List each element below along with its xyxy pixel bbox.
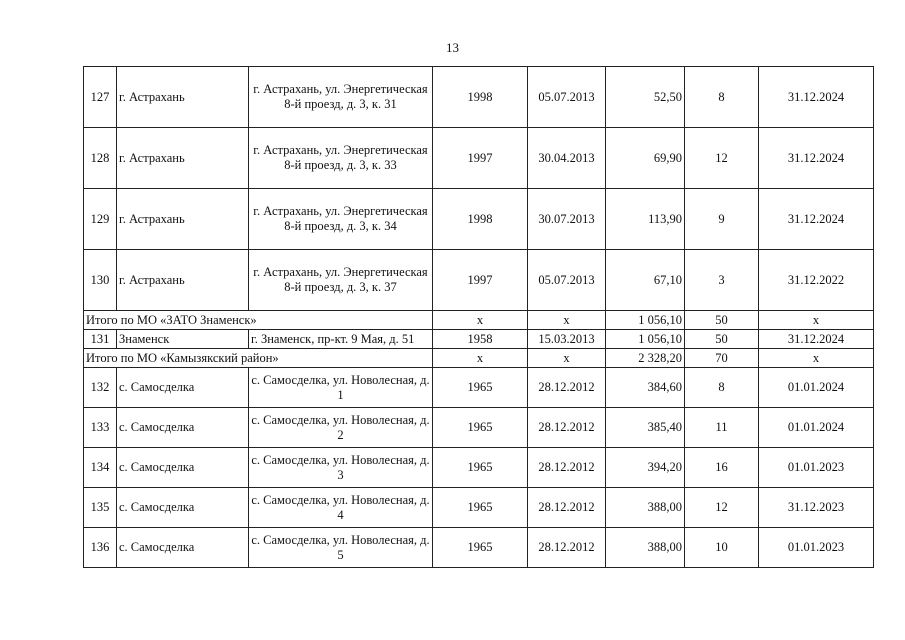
row-number: 135	[84, 488, 117, 528]
table-row	[84, 488, 874, 528]
subtotal-row	[84, 349, 874, 368]
row-number: 132	[84, 368, 117, 408]
locality-cell: с. Самосделка	[117, 368, 249, 408]
year-cell: 1965	[433, 408, 528, 448]
year-cell: 1965	[433, 448, 528, 488]
row-number: 129	[84, 189, 117, 250]
housing-registry-table	[83, 66, 874, 568]
address-cell: г. Знаменск, пр-кт. 9 Мая, д. 51	[249, 330, 433, 349]
area-cell: 113,90	[606, 189, 685, 250]
date-cell: 15.03.2013	[528, 330, 606, 349]
locality-cell: г. Астрахань	[117, 189, 249, 250]
date-cell: 05.07.2013	[528, 67, 606, 128]
row-number: 134	[84, 448, 117, 488]
area-cell: 384,60	[606, 368, 685, 408]
count-cell: 12	[685, 488, 759, 528]
table-row	[84, 189, 874, 250]
row-number: 130	[84, 250, 117, 311]
table-row	[84, 528, 874, 568]
count-cell: 16	[685, 448, 759, 488]
area-cell: 1 056,10	[606, 330, 685, 349]
count-cell: 50	[685, 311, 759, 330]
deadline-cell: 31.12.2023	[759, 488, 874, 528]
deadline-cell: 31.12.2024	[759, 330, 874, 349]
count-cell: 8	[685, 368, 759, 408]
date-cell: 28.12.2012	[528, 488, 606, 528]
deadline-cell: 01.01.2024	[759, 408, 874, 448]
year-cell: x	[433, 311, 528, 330]
table-row	[84, 368, 874, 408]
address-cell: с. Самосделка, ул. Новолесная, д. 2	[249, 408, 433, 448]
locality-cell: Знаменск	[117, 330, 249, 349]
deadline-cell: 01.01.2023	[759, 528, 874, 568]
year-cell: 1998	[433, 67, 528, 128]
locality-cell: г. Астрахань	[117, 128, 249, 189]
area-cell: 1 056,10	[606, 311, 685, 330]
year-cell: 1965	[433, 488, 528, 528]
year-cell: 1997	[433, 250, 528, 311]
count-cell: 3	[685, 250, 759, 311]
locality-cell: с. Самосделка	[117, 408, 249, 448]
year-cell: 1997	[433, 128, 528, 189]
year-cell: 1998	[433, 189, 528, 250]
year-cell: 1958	[433, 330, 528, 349]
date-cell: 30.07.2013	[528, 189, 606, 250]
subtotal-label: Итого по МО «ЗАТО Знаменск»	[84, 311, 433, 330]
table-row	[84, 330, 874, 349]
date-cell: 28.12.2012	[528, 448, 606, 488]
address-cell: г. Астрахань, ул. Энергетическая 8-й проезд, д. 3, к. 33	[249, 128, 433, 189]
locality-cell: с. Самосделка	[117, 448, 249, 488]
count-cell: 12	[685, 128, 759, 189]
deadline-cell: 31.12.2024	[759, 189, 874, 250]
address-cell: с. Самосделка, ул. Новолесная, д. 4	[249, 488, 433, 528]
deadline-cell: 01.01.2023	[759, 448, 874, 488]
row-number: 136	[84, 528, 117, 568]
table-row	[84, 408, 874, 448]
area-cell: 69,90	[606, 128, 685, 189]
deadline-cell: 01.01.2024	[759, 368, 874, 408]
deadline-cell: 31.12.2024	[759, 67, 874, 128]
count-cell: 50	[685, 330, 759, 349]
date-cell: x	[528, 311, 606, 330]
row-number: 133	[84, 408, 117, 448]
count-cell: 70	[685, 349, 759, 368]
subtotal-label: Итого по МО «Камызякский район»	[84, 349, 433, 368]
deadline-cell: x	[759, 349, 874, 368]
area-cell: 2 328,20	[606, 349, 685, 368]
locality-cell: г. Астрахань	[117, 250, 249, 311]
row-number: 131	[84, 330, 117, 349]
address-cell: с. Самосделка, ул. Новолесная, д. 1	[249, 368, 433, 408]
date-cell: 28.12.2012	[528, 368, 606, 408]
row-number: 128	[84, 128, 117, 189]
count-cell: 10	[685, 528, 759, 568]
table-row	[84, 67, 874, 128]
locality-cell: с. Самосделка	[117, 488, 249, 528]
row-number: 127	[84, 67, 117, 128]
date-cell: 28.12.2012	[528, 528, 606, 568]
address-cell: г. Астрахань, ул. Энергетическая 8-й проезд, д. 3, к. 31	[249, 67, 433, 128]
area-cell: 388,00	[606, 528, 685, 568]
area-cell: 385,40	[606, 408, 685, 448]
count-cell: 8	[685, 67, 759, 128]
table-row	[84, 250, 874, 311]
deadline-cell: 31.12.2022	[759, 250, 874, 311]
year-cell: 1965	[433, 528, 528, 568]
table-row	[84, 128, 874, 189]
year-cell: x	[433, 349, 528, 368]
count-cell: 11	[685, 408, 759, 448]
area-cell: 67,10	[606, 250, 685, 311]
count-cell: 9	[685, 189, 759, 250]
area-cell: 388,00	[606, 488, 685, 528]
locality-cell: г. Астрахань	[117, 67, 249, 128]
locality-cell: с. Самосделка	[117, 528, 249, 568]
year-cell: 1965	[433, 368, 528, 408]
address-cell: с. Самосделка, ул. Новолесная, д. 5	[249, 528, 433, 568]
date-cell: 05.07.2013	[528, 250, 606, 311]
date-cell: 30.04.2013	[528, 128, 606, 189]
subtotal-row	[84, 311, 874, 330]
page-number: 13	[446, 40, 459, 55]
deadline-cell: 31.12.2024	[759, 128, 874, 189]
address-cell: с. Самосделка, ул. Новолесная, д. 3	[249, 448, 433, 488]
area-cell: 394,20	[606, 448, 685, 488]
table-row	[84, 448, 874, 488]
deadline-cell: x	[759, 311, 874, 330]
address-cell: г. Астрахань, ул. Энергетическая 8-й проезд, д. 3, к. 34	[249, 189, 433, 250]
date-cell: 28.12.2012	[528, 408, 606, 448]
date-cell: x	[528, 349, 606, 368]
address-cell: г. Астрахань, ул. Энергетическая 8-й проезд, д. 3, к. 37	[249, 250, 433, 311]
area-cell: 52,50	[606, 67, 685, 128]
